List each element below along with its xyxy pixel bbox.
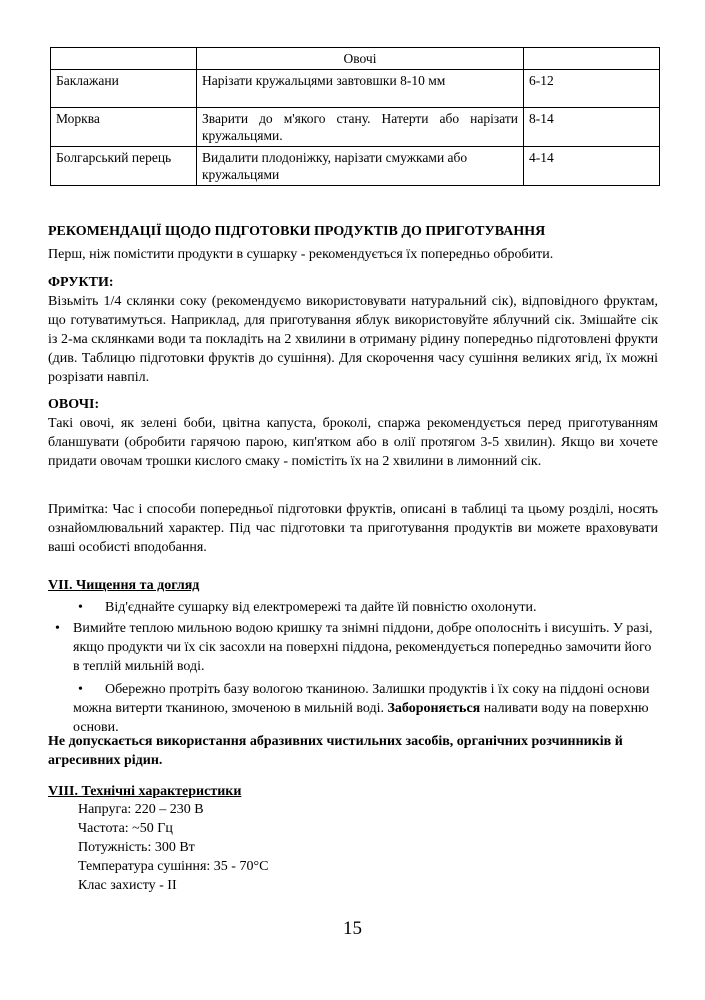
table-row: [51, 108, 660, 147]
table-row: [51, 147, 660, 186]
table-header-vegetables: Овочі: [197, 48, 524, 70]
table-cell-prep: Нарізати кружальцями завтовшки 8-10 мм: [197, 70, 524, 108]
table-cell-time: 8-14: [524, 108, 660, 147]
vegetables-paragraph: Такі овочі, як зелені боби, цвітна капуста, броколі, спаржа рекомендується перед приготуванням бланшувати (обробити гарячою парою, кип'ятком або в олії протягом 3-5 хвилин). Якщо ви хочете придати овочам трошки кислого смаку - помістіть їх на 2 хвилини в лимонний сік.: [48, 416, 658, 469]
cleaning-warning: Не допускається використання абразивних чистильних засобів, органічних розчинників й агресивних рідин.: [48, 734, 623, 768]
spec-voltage: Напруга: 220 – 230 В: [78, 802, 204, 817]
cleaning-item-wipe-base: [73, 680, 658, 737]
forbidden-word: Забороняється: [387, 701, 481, 716]
table-header-row: [51, 48, 660, 70]
cleaning-item-unplug: Від'єднайте сушарку від електромережі та дайте їй повністю охолонути.: [105, 600, 537, 615]
table-cell-prep: Зварити до м'якого стану. Натерти або нарізати кружальцями.: [197, 108, 524, 147]
table-cell-time: 6-12: [524, 70, 660, 108]
spec-power: Потужність: 300 Вт: [78, 840, 195, 855]
specs-list: [78, 800, 268, 895]
bullet-marker: •: [78, 600, 83, 615]
spec-frequency: Частота: ~50 Гц: [78, 821, 173, 836]
vegetables-heading: ОВОЧІ:: [48, 397, 100, 412]
recommendations-heading: РЕКОМЕНДАЦІЇ ЩОДО ПІДГОТОВКИ ПРОДУКТІВ ДО ПРИГОТУВАННЯ: [48, 224, 546, 239]
table-cell-name: Морква: [51, 108, 197, 147]
cleaning-item-wash: Вимийте теплою мильною водою кришку та знімні піддони, добре ополосніть і висушіть. У разі, якщо продукти чи їх сік засохли на поверхні піддона, рекомендується попередньо замочити його в теплій мильній воді.: [73, 621, 653, 674]
spec-protection-class: Клас захисту - II: [78, 878, 177, 893]
cleaning-item-wipe-text: Обережно протріть базу вологою тканиною. Залишки продуктів і їх соку на піддоні основи можна витерти тканиною, змоченою в мильній воді.: [73, 682, 650, 716]
bullet-marker: •: [55, 621, 60, 636]
fruits-paragraph: Візьміть 1/4 склянки соку (рекомендуємо використовувати натуральний сік), відповідного фруктам, що готуватимуться. Наприклад, для приготування яблук використовуйте яблучний сік. Змішайте сік із 2-ма склянками води та покладіть на 2 хвилини в отриману рідину попередньо підготовлені фрукти (див. Таблицю підготовки фруктів до сушіння). Для скорочення часу сушіння великих ягід, їх можні розрізати навпіл.: [48, 294, 658, 385]
table-cell-time: 4-14: [524, 147, 660, 186]
table-cell: [51, 48, 197, 70]
spec-temperature: Температура сушіння: 35 - 70°С: [78, 859, 269, 874]
cleaning-heading: VII. Чищення та догляд: [48, 578, 200, 593]
note-paragraph: Примітка: Час і способи попередньої підготовки фруктів, описані в таблиці та цьому розділі, носять ознайомлювальний характер. Під час підготовки та приготування продуктів ви можете враховувати ваші особисті вподобання.: [48, 502, 658, 555]
specs-heading: VIII. Технічні характеристики: [48, 784, 242, 799]
table-cell-name: Болгарський перець: [51, 147, 197, 186]
vegetables-table: [50, 47, 660, 186]
cleaning-item-wipe-tail: наливати воду на поверхню основи.: [73, 701, 649, 735]
page-number: 15: [343, 918, 362, 939]
bullet-marker: •: [78, 682, 83, 697]
recommendations-intro: Перш, ніж помістити продукти в сушарку - рекомендується їх попередньо обробити.: [48, 247, 554, 262]
table-cell: [524, 48, 660, 70]
table-row: [51, 70, 660, 108]
table-cell-prep: Видалити плодоніжку, нарізати смужками або кружальцями: [197, 147, 524, 186]
fruits-heading: ФРУКТИ:: [48, 275, 114, 290]
table-cell-name: Баклажани: [51, 70, 197, 108]
